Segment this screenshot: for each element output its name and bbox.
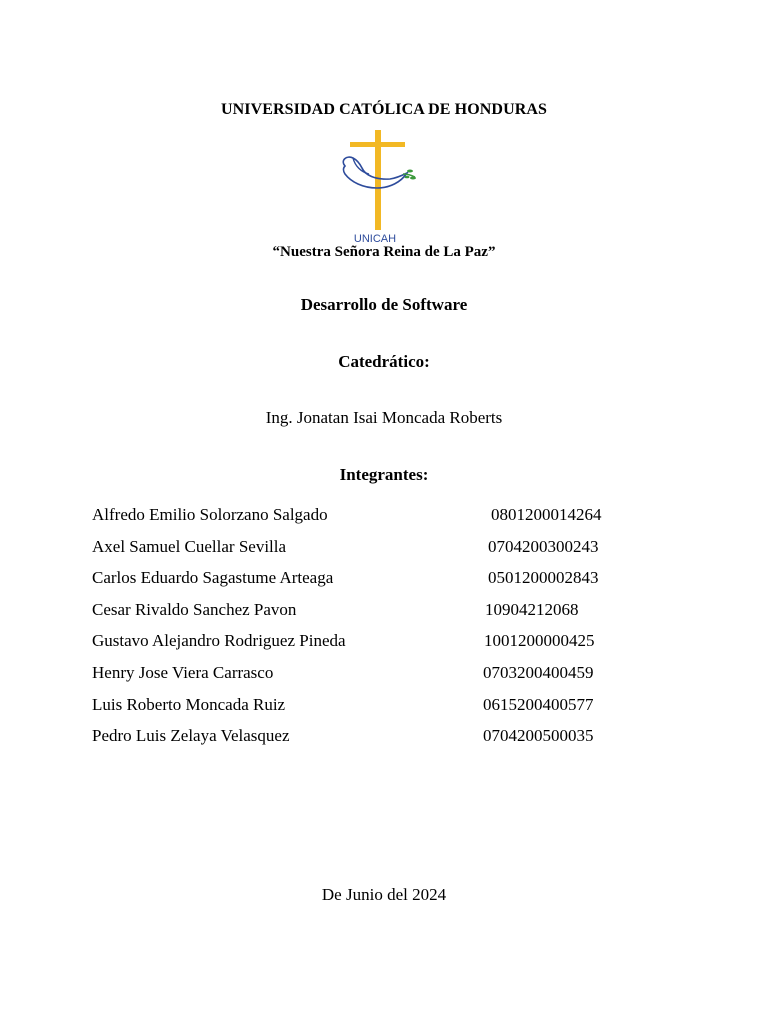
logo-text: UNICAH — [353, 233, 397, 245]
professor-label: Catedrático: — [338, 352, 430, 371]
university-motto: “Nuestra Señora Reina de La Paz” — [272, 244, 496, 260]
member-name: Cesar Rivaldo Sanchez Pavon — [92, 599, 297, 619]
document-date: De Junio del 2024 — [321, 885, 447, 904]
member-row — [0, 663, 768, 695]
member-name: Pedro Luis Zelaya Velasquez — [92, 726, 290, 746]
member-row — [0, 537, 768, 569]
member-row — [0, 726, 768, 758]
professor-name: Ing. Jonatan Isai Moncada Roberts — [265, 408, 503, 427]
members-label: Integrantes: — [339, 465, 429, 484]
member-name: Axel Samuel Cuellar Sevilla — [92, 536, 287, 556]
member-id: 1001200000425 — [484, 631, 595, 651]
course-title: Desarrollo de Software — [300, 295, 468, 314]
university-title: UNIVERSIDAD CATÓLICA DE HONDURAS — [220, 101, 548, 118]
member-row — [0, 600, 768, 632]
unicah-logo — [335, 130, 425, 248]
member-row — [0, 568, 768, 600]
members-list — [0, 505, 768, 758]
member-id: 0704200500035 — [483, 726, 594, 746]
member-name: Gustavo Alejandro Rodriguez Pineda — [92, 631, 346, 651]
member-row — [0, 695, 768, 727]
member-id: 0615200400577 — [483, 694, 594, 714]
member-row — [0, 631, 768, 663]
member-id: 0801200014264 — [491, 505, 602, 524]
member-name: Luis Roberto Moncada Ruiz — [92, 694, 286, 714]
member-id: 0703200400459 — [483, 662, 594, 682]
member-name: Carlos Eduardo Sagastume Arteaga — [92, 568, 334, 588]
member-row — [0, 505, 768, 537]
member-id: 0704200300243 — [488, 536, 599, 556]
member-id: 0501200002843 — [488, 568, 599, 588]
member-id: 10904212068 — [485, 599, 579, 619]
cross-horizontal-icon — [350, 142, 405, 147]
member-name: Henry Jose Viera Carrasco — [92, 662, 274, 682]
member-name: Alfredo Emilio Solorzano Salgado — [92, 505, 328, 524]
